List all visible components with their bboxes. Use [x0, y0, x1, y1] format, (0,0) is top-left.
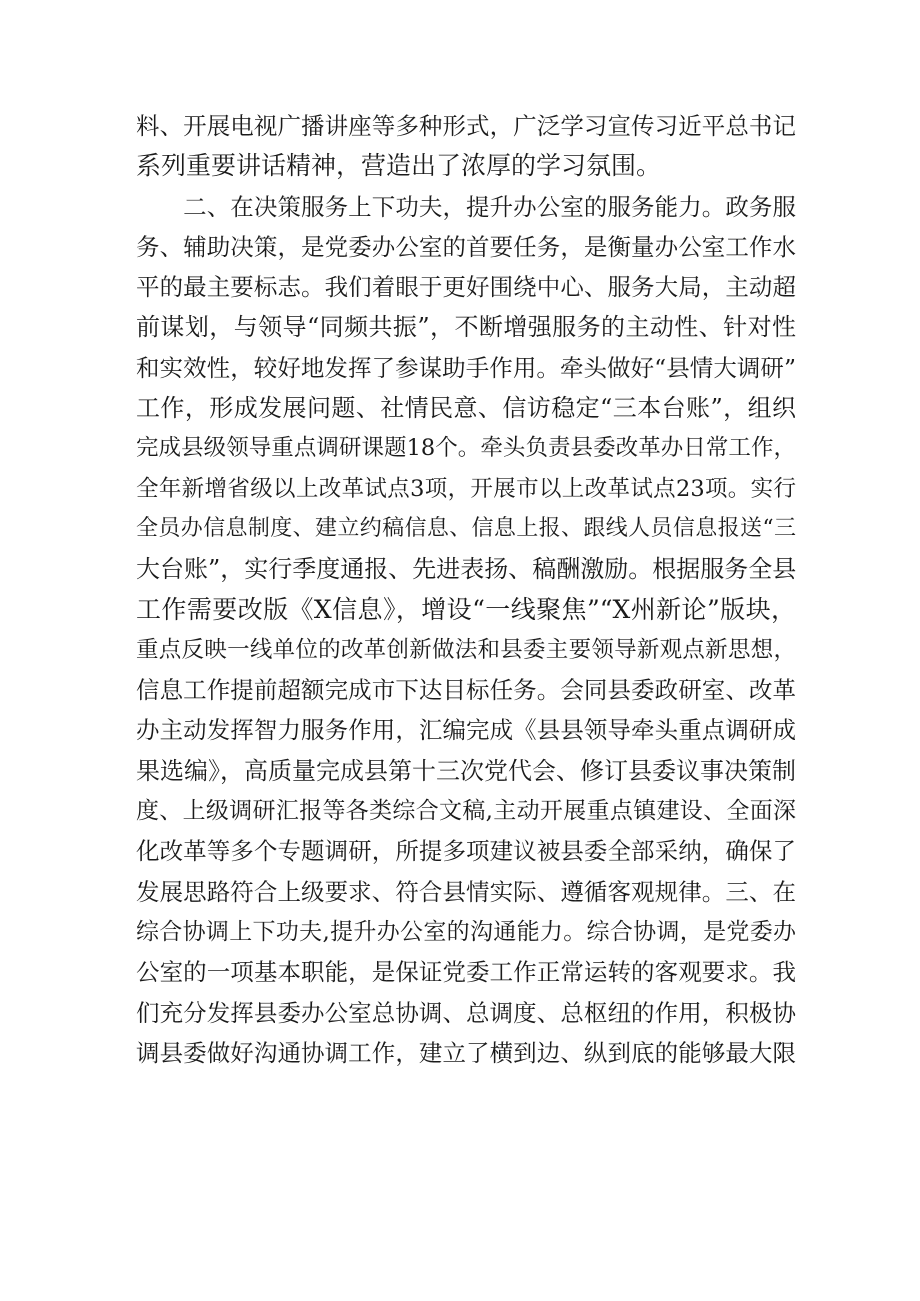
- text-line: 们充分发挥县委办公室总协调、总调度、总枢纽的作用，积极协: [136, 998, 796, 1027]
- text-line: 工作，形成发展问题、社情民意、信访稳定“三本台账”，组织: [136, 394, 796, 423]
- text-line: 务、辅助决策，是党委办公室的首要任务，是衡量办公室工作水: [136, 232, 796, 261]
- text-line: 公室的一项基本职能，是保证党委工作正常运转的客观要求。我: [136, 958, 796, 987]
- text-line: 综合协调上下功夫,提升办公室的沟通能力。综合协调，是党委办: [136, 918, 796, 945]
- text-line: 信息工作提前超额完成市下达目标任务。会同县委政研室、改革: [136, 676, 796, 705]
- text-line: 系列重要讲话精神，营造出了浓厚的学习氛围。: [136, 151, 662, 181]
- text-line: 调县委做好沟通协调工作，建立了横到边、纵到底的能够最大限: [136, 1038, 796, 1067]
- text-line: 二、在决策服务上下功夫，提升办公室的服务能力。政务服: [136, 192, 796, 221]
- text-line: 前谋划，与领导“同频共振”，不断增强服务的主动性、针对性: [136, 313, 796, 342]
- text-line: 和实效性，较好地发挥了参谋助手作用。牵头做好“县情大调研”: [136, 353, 796, 382]
- text-line: 度、上级调研汇报等各类综合文稿,主动开展重点镇建设、全面深: [136, 798, 796, 825]
- document-body: [136, 106, 796, 1073]
- text-line: 重点反映一线单位的改革创新做法和县委主要领导新观点新思想，: [136, 636, 796, 663]
- text-line: 化改革等多个专题调研，所提多项建议被县委全部采纳，确保了: [136, 837, 796, 866]
- text-line: 全员办信息制度、建立约稿信息、信息上报、跟线人员信息报送“三: [136, 515, 796, 541]
- text-line: 料、开展电视广播讲座等多种形式，广泛学习宣传习近平总书记: [136, 112, 796, 140]
- text-line: 完成县级领导重点调研课题18个。牵头负责县委改革办日常工作，: [136, 435, 796, 462]
- text-line: 平的最主要标志。我们着眼于更好围绕中心、服务大局，主动超: [136, 273, 796, 302]
- text-line: 工作需要改版《X信息》，增设“一线聚焦”“X州新论”版块，: [136, 594, 796, 624]
- text-line: 果选编》，高质量完成县第十三次党代会、修订县委议事决策制: [136, 756, 796, 785]
- text-line: 发展思路符合上级要求、符合县情实际、遵循客观规律。三、在: [136, 877, 796, 906]
- text-line: 办主动发挥智力服务作用，汇编完成《县县领导牵头重点调研成: [136, 716, 796, 745]
- text-line: 大台账”，实行季度通报、先进表扬、稿酬激励。根据服务全县: [136, 555, 797, 584]
- text-line: 全年新增省级以上改革试点3项，开展市以上改革试点23项。实行: [136, 475, 796, 502]
